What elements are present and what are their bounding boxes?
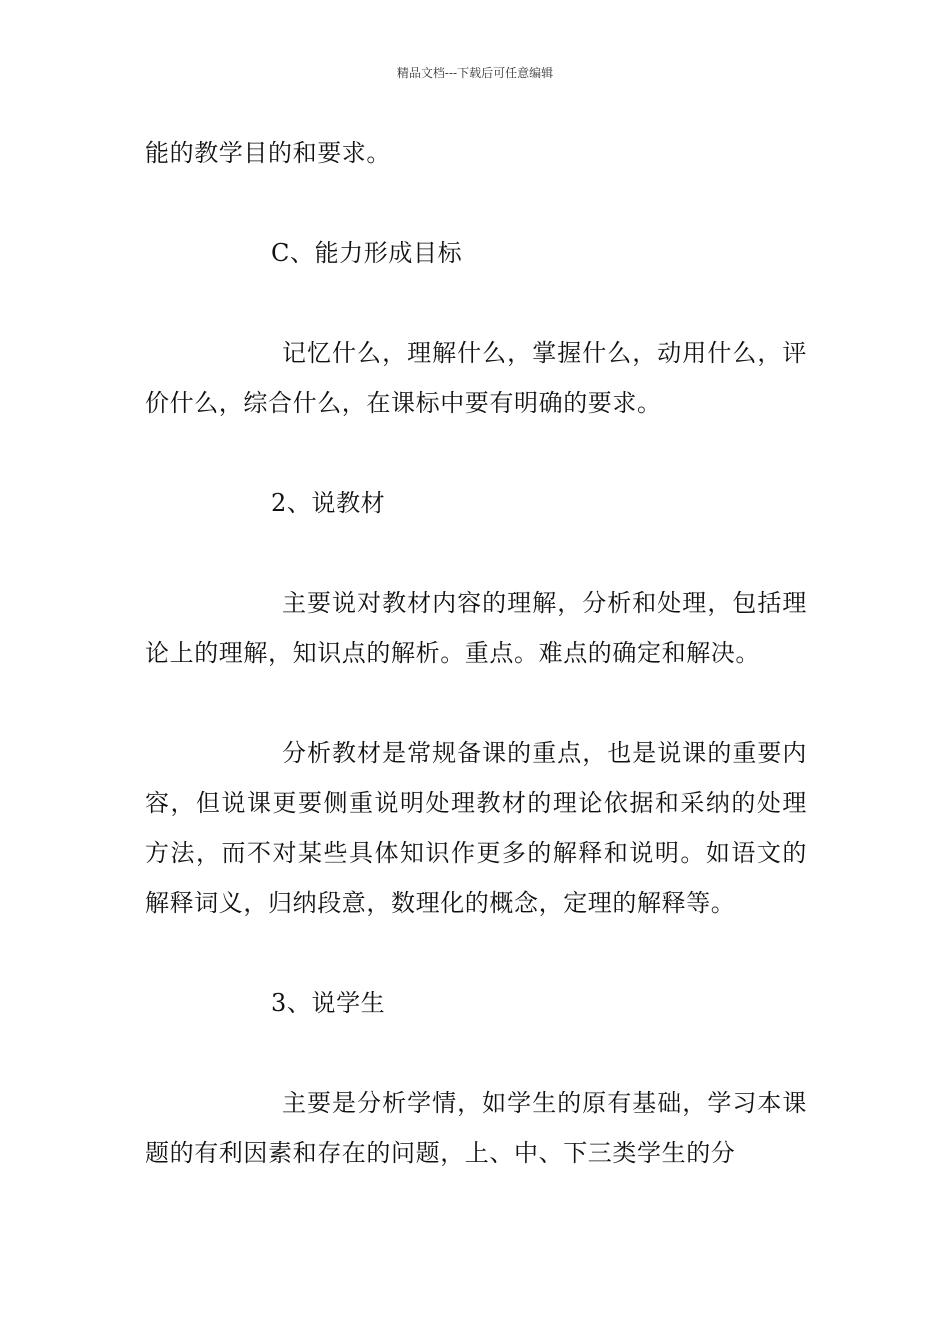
paragraph-spacer <box>145 928 807 978</box>
paragraph-textbook-analysis: 分析教材是常规备课的重点，也是说课的重要内容，但说课更要侧重说明处理教材的理论依据和采纳的处理方法，而不对某些具体知识作更多的解释和说明。如语文的解释词义，归纳段意，数理化的概念，定理的解释等。 <box>145 739 807 917</box>
paragraph-spacer <box>145 678 807 728</box>
paragraph-spacer <box>145 528 807 578</box>
paragraph-spacer <box>145 278 807 328</box>
section-heading-ability-goal: C、能力形成目标 <box>271 239 463 267</box>
paragraph-students-analysis: 主要是分析学情，如学生的原有基础，学习本课题的有利因素和存在的问题，上、中、下三类学生的分 <box>145 1089 807 1167</box>
page-header: 精品文档---下载后可任意编辑 <box>396 66 554 80</box>
document-body <box>145 128 807 1178</box>
paragraph-spacer <box>145 178 807 228</box>
paragraph-ability-goal: 记忆什么，理解什么，掌握什么，动用什么，评价什么，综合什么，在课标中要有明确的要求。 <box>145 339 807 417</box>
section-heading-students: 3、说学生 <box>271 989 386 1017</box>
section-heading-textbook: 2、说教材 <box>271 489 386 517</box>
paragraph-spacer <box>145 428 807 478</box>
paragraph-spacer <box>145 1028 807 1078</box>
paragraph-textbook-understanding: 主要说对教材内容的理解，分析和处理，包括理论上的理解，知识点的解析。重点。难点的确定和解决。 <box>145 589 807 667</box>
paragraph-continuation: 能的教学目的和要求。 <box>145 139 391 167</box>
